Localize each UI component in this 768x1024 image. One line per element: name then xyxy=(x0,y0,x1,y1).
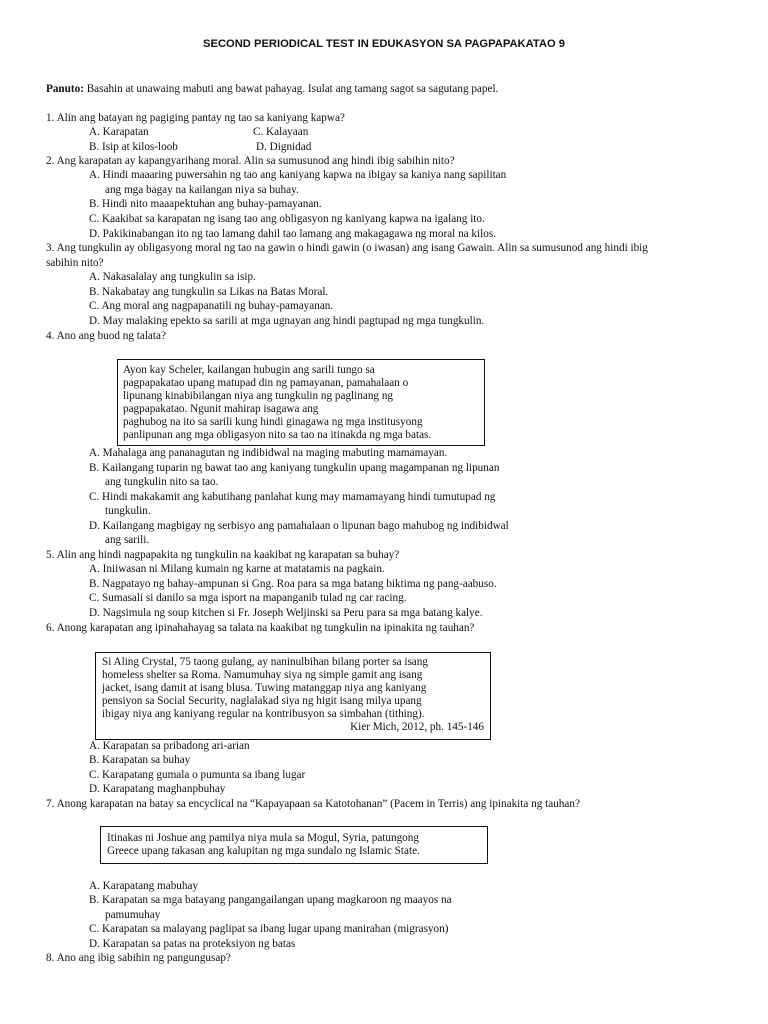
question-5-option-d: D. Nagsimula ng soup kitchen si Fr. Joseph Weljinski sa Peru para sa mga batang kalye. xyxy=(89,607,483,619)
passage-line: paghubog na ito sa sarili kung hindi ginagawa ng mga institusyong xyxy=(123,416,423,428)
question-1-stem: 1. Alin ang batayan ng pagiging pantay ng tao sa kaniyang kapwa? xyxy=(46,112,345,124)
question-6-option-b: B. Karapatan sa buhay xyxy=(89,754,191,766)
question-1-option-a: A. Karapatan xyxy=(89,126,149,138)
passage-line: panlipunan ang mga obligasyon nito sa tao na itinakda ng mga batas. xyxy=(123,429,432,441)
question-6-stem: 6. Anong karapatan ang ipinahahayag sa talata na kaakibat ng tungkulin na ipinakita ng tauhan? xyxy=(46,622,475,634)
question-5-option-a: A. Iniiwasan ni Milang kumain ng karne at matatamis na pagkain. xyxy=(89,563,385,575)
question-3-stem: 3. Ang tungkulin ay obligasyong moral ng tao na gawin o hindi gawin (o iwasan) ang isang Gawain. Alin sa sumusunod ang hindi ibig xyxy=(46,242,648,254)
question-7-stem: 7. Anong karapatan na batay sa encyclical na “Kapayapaan sa Katotohanan” (Pacem in Terris) ang ipinakita ng tauhan? xyxy=(46,798,580,810)
passage-citation: Kier Mich, 2012, ph. 145-146 xyxy=(350,721,484,733)
question-2-option-d: D. Pakikinabangan ito ng tao lamang dahil tao lamang ang makagagawa ng moral na kilos. xyxy=(89,228,496,240)
passage-line: ibigay niya ang kaniyang regular na kontribusyon sa simbahan (tithing). xyxy=(102,708,425,720)
question-7-option-a: A. Karapatang mabuhay xyxy=(89,880,199,892)
passage-line: Ayon kay Scheler, kailangan hubugin ang sarili tungo sa xyxy=(123,364,375,376)
question-6-option-c: C. Karapatang gumala o pumunta sa ibang lugar xyxy=(89,769,306,781)
question-4-option-d-cont: ang sarili. xyxy=(105,534,150,546)
question-3-option-c: C. Ang moral ang nagpapanatili ng buhay-pamayanan. xyxy=(89,300,334,312)
question-1-option-c: C. Kalayaan xyxy=(253,126,309,138)
question-4-option-c: C. Hindi makakamit ang kabutihang panlahat kung may mamamayang hindi tumutupad ng xyxy=(89,491,496,503)
question-7-option-b-cont: pamumuhay xyxy=(105,909,161,921)
question-3-option-a: A. Nakasalalay ang tungkulin sa isip. xyxy=(89,271,256,283)
question-4-option-d: D. Kailangang magbigay ng serbisyo ang pamahalaan o lipunan bago mahubog ng indibidwal xyxy=(89,520,509,532)
question-6-option-a: A. Karapatan sa pribadong ari-arian xyxy=(89,740,250,752)
passage-line: pagpapakatao upang matupad din ng pamayanan, pamahalaan o xyxy=(123,377,409,389)
question-7-option-d: D. Karapatan sa patas na proteksiyon ng batas xyxy=(89,938,296,950)
question-2-option-c: C. Kaakibat sa karapatan ng isang tao ang obligasyon ng kaniyang kapwa na igalang ito. xyxy=(89,213,485,225)
passage-line: pensiyon sa Social Security, naglalakad siya ng higit isang milya upang xyxy=(102,695,422,707)
question-5-option-b: B. Nagpatayo ng bahay-ampunan si Gng. Roa para sa mga batang biktima ng pang-aabuso. xyxy=(89,578,497,590)
question-8-stem: 8. Ano ang ibig sabihin ng pangungusap? xyxy=(46,952,231,964)
passage-line: Itinakas ni Joshue ang pamilya niya mula sa Mogul, Syria, patungong xyxy=(107,832,419,844)
question-7-option-b: B. Karapatan sa mga batayang pangangailangan upang magkaroon ng maayos na xyxy=(89,894,452,906)
question-2-option-a-cont: ang mga bagay na kailangan niya sa buhay. xyxy=(105,184,299,196)
question-4-passage-box xyxy=(117,359,485,446)
question-5-option-c: C. Sumasali si danilo sa mga isport na mapanganib tulad ng car racing. xyxy=(89,592,407,604)
question-4-stem: 4. Ano ang buod ng talata? xyxy=(46,330,166,342)
question-7-passage-box xyxy=(100,826,488,864)
question-3-stem-cont: sabihin nito? xyxy=(46,257,104,269)
question-6-option-d: D. Karapatang maghanpbuhay xyxy=(89,783,226,795)
passage-line: homeless shelter sa Roma. Namumuhay siya ng simple gamit ang isang xyxy=(102,669,423,681)
question-6-passage-box xyxy=(95,652,491,740)
passage-line: pagpapakatao. Ngunit mahirap isagawa ang xyxy=(123,403,319,415)
question-4-option-b-cont: ang tungkulin nito sa tao. xyxy=(105,476,219,488)
passage-line: lipunang kinabibilangan niya ang tungkulin ng paglinang ng xyxy=(123,390,394,402)
question-3-option-d: D. May malaking epekto sa sarili at mga ugnayan ang hindi pagtupad ng mga tungkulin. xyxy=(89,315,485,327)
passage-line: jacket, isang damit at isang blusa. Tuwing matanggap niya ang kaniyang xyxy=(102,682,427,694)
passage-line: Si Aling Crystal, 75 taong gulang, ay naninulbihan bilang porter sa isang xyxy=(102,656,428,668)
question-4-option-b: B. Kailangang tuparin ng bawat tao ang kaniyang tungkulin upang magampanan ng lipunan xyxy=(89,462,500,474)
question-3-option-b: B. Nakabatay ang tungkulin sa Likas na Batas Moral. xyxy=(89,286,329,298)
question-7-option-c: C. Karapatan sa malayang paglipat sa ibang lugar upang manirahan (migrasyon) xyxy=(89,923,449,935)
question-4-option-c-cont: tungkulin. xyxy=(105,505,151,517)
question-2-option-b: B. Hindi nito maaapektuhan ang buhay-pamayanan. xyxy=(89,198,322,210)
question-4-option-a: A. Mahalaga ang pananagutan ng indibidwal na maging mabuting mamamayan. xyxy=(89,447,448,459)
question-1-option-d: D. Dignidad xyxy=(256,141,312,153)
question-5-stem: 5. Alin ang hindi nagpapakita ng tungkulin na kaakibat ng karapatan sa buhay? xyxy=(46,549,400,561)
instructions-label: Panuto: xyxy=(46,83,84,95)
page-title: SECOND PERIODICAL TEST IN EDUKASYON SA PAGPAPAKATAO 9 xyxy=(203,38,565,50)
instructions xyxy=(46,82,498,96)
question-2-option-a: A. Hindi maaaring puwersahin ng tao ang kaniyang kapwa na ibigay sa kaniya nang sapilitan xyxy=(89,169,507,181)
passage-line: Greece upang takasan ang kalupitan ng mga sundalo ng Islamic State. xyxy=(107,845,420,857)
question-1-option-b: B. Isip at kilos-loob xyxy=(89,141,178,153)
question-2-stem: 2. Ang karapatan ay kapangyarihang moral. Alin sa sumusunod ang hindi ibig sabihin nito? xyxy=(46,155,455,167)
instructions-text: Basahin at unawaing mabuti ang bawat pahayag. Isulat ang tamang sagot sa sagutang papel. xyxy=(86,83,499,95)
